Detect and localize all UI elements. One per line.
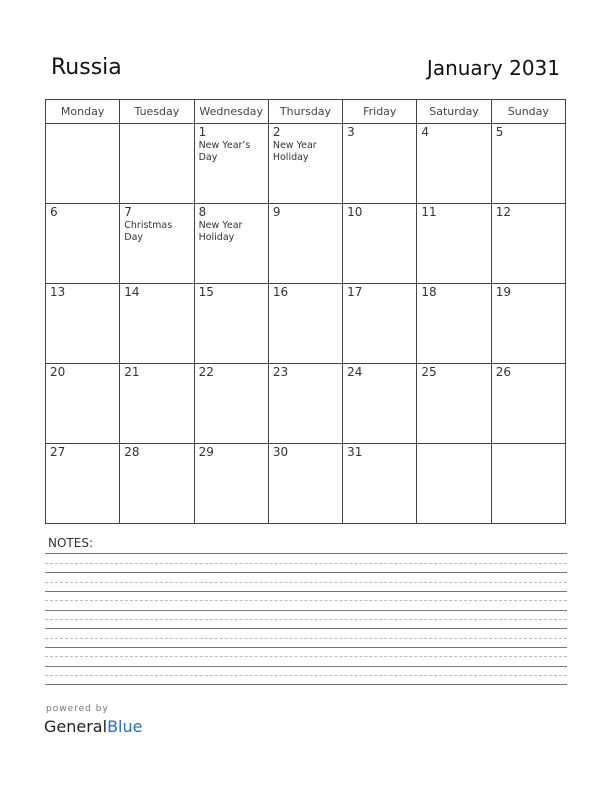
day-number: 24 — [347, 365, 363, 379]
day-number: 18 — [421, 285, 437, 299]
day-number: 31 — [347, 445, 363, 459]
notes-line — [45, 638, 567, 639]
weekday-header: Thursday — [268, 100, 342, 124]
notes-line — [45, 666, 567, 667]
day-cell — [120, 204, 194, 284]
calendar-week-row — [46, 124, 566, 204]
day-number: 4 — [421, 125, 430, 139]
day-cell — [46, 124, 120, 204]
day-number: 29 — [198, 445, 214, 459]
country-title: Russia — [51, 55, 122, 80]
day-number: 30 — [272, 445, 289, 459]
brand-general-text: General — [44, 717, 108, 736]
day-cell — [417, 364, 491, 444]
weekday-header-row — [46, 100, 566, 124]
day-cell — [268, 364, 342, 444]
day-number: 6 — [50, 205, 58, 219]
notes-line — [45, 619, 567, 620]
day-number: 19 — [495, 285, 511, 299]
day-number: 5 — [495, 125, 504, 139]
notes-line — [45, 600, 567, 601]
day-cell — [194, 284, 268, 364]
day-cell — [46, 204, 120, 284]
holiday-label: New Year Holiday — [272, 140, 317, 163]
day-number: 8 — [198, 205, 207, 219]
day-number: 11 — [421, 205, 437, 219]
day-cell — [417, 284, 491, 364]
brand-blue-text: Blue — [107, 717, 143, 736]
day-number: 27 — [50, 445, 66, 459]
day-cell — [491, 364, 565, 444]
notes-line — [45, 582, 567, 583]
day-cell — [120, 284, 194, 364]
day-number: 17 — [347, 285, 363, 299]
notes-line — [45, 610, 567, 611]
holiday-label: New Year Holiday — [198, 220, 243, 243]
day-cell — [491, 444, 565, 524]
notes-line — [45, 684, 567, 685]
day-cell — [268, 124, 342, 204]
day-number: 25 — [421, 365, 437, 379]
month-year-title: January 2031 — [426, 56, 560, 80]
weekday-header: Friday — [343, 100, 417, 124]
day-number: 16 — [272, 285, 289, 299]
day-cell — [491, 124, 565, 204]
notes-line — [45, 553, 567, 554]
notes-line — [45, 647, 567, 648]
day-cell — [268, 204, 342, 284]
day-number: 14 — [124, 285, 140, 299]
weekday-header: Wednesday — [194, 100, 268, 124]
day-cell — [120, 364, 194, 444]
day-cell — [120, 444, 194, 524]
day-cell — [417, 444, 491, 524]
day-cell — [343, 124, 417, 204]
day-number: 20 — [50, 365, 66, 379]
day-number: 26 — [495, 365, 511, 379]
day-number: 13 — [50, 285, 66, 299]
day-cell — [491, 284, 565, 364]
day-cell — [46, 444, 120, 524]
day-cell — [491, 204, 565, 284]
notes-line — [45, 572, 567, 573]
weekday-header: Sunday — [491, 100, 565, 124]
day-cell — [194, 364, 268, 444]
day-number: 21 — [124, 365, 140, 379]
day-cell — [194, 124, 268, 204]
day-number: 1 — [198, 125, 207, 139]
day-number: 9 — [272, 205, 281, 219]
day-number: 10 — [347, 205, 363, 219]
day-cell — [343, 444, 417, 524]
weekday-header: Monday — [46, 100, 120, 124]
notes-label: NOTES: — [48, 536, 93, 550]
day-cell — [46, 284, 120, 364]
day-cell — [343, 364, 417, 444]
day-cell — [268, 444, 342, 524]
notes-line — [45, 628, 567, 629]
weekday-header: Saturday — [417, 100, 491, 124]
powered-by-text: powered by — [46, 704, 109, 714]
day-cell — [194, 204, 268, 284]
calendar-week-row — [46, 204, 566, 284]
day-cell — [343, 284, 417, 364]
day-number: 22 — [198, 365, 214, 379]
day-number: 15 — [198, 285, 214, 299]
day-number: 7 — [124, 205, 132, 219]
day-cell — [417, 124, 491, 204]
day-number: 3 — [347, 125, 355, 139]
day-cell — [268, 284, 342, 364]
day-cell — [417, 204, 491, 284]
notes-line — [45, 591, 567, 592]
day-number: 28 — [124, 445, 140, 459]
holiday-label: Christmas Day — [124, 220, 173, 243]
calendar-week-row — [46, 444, 566, 524]
calendar-grid — [45, 99, 566, 524]
day-cell — [120, 124, 194, 204]
weekday-header: Tuesday — [120, 100, 194, 124]
generalblue-logo — [44, 717, 142, 736]
notes-line — [45, 656, 567, 657]
day-number: 12 — [495, 205, 511, 219]
day-number: 23 — [272, 365, 289, 379]
day-cell — [194, 444, 268, 524]
day-number: 2 — [272, 125, 281, 139]
day-cell — [46, 364, 120, 444]
holiday-label: New Year’s Day — [198, 140, 251, 163]
notes-line — [45, 675, 567, 676]
day-cell — [343, 204, 417, 284]
notes-line — [45, 563, 567, 564]
calendar-week-row — [46, 284, 566, 364]
calendar-week-row — [46, 364, 566, 444]
